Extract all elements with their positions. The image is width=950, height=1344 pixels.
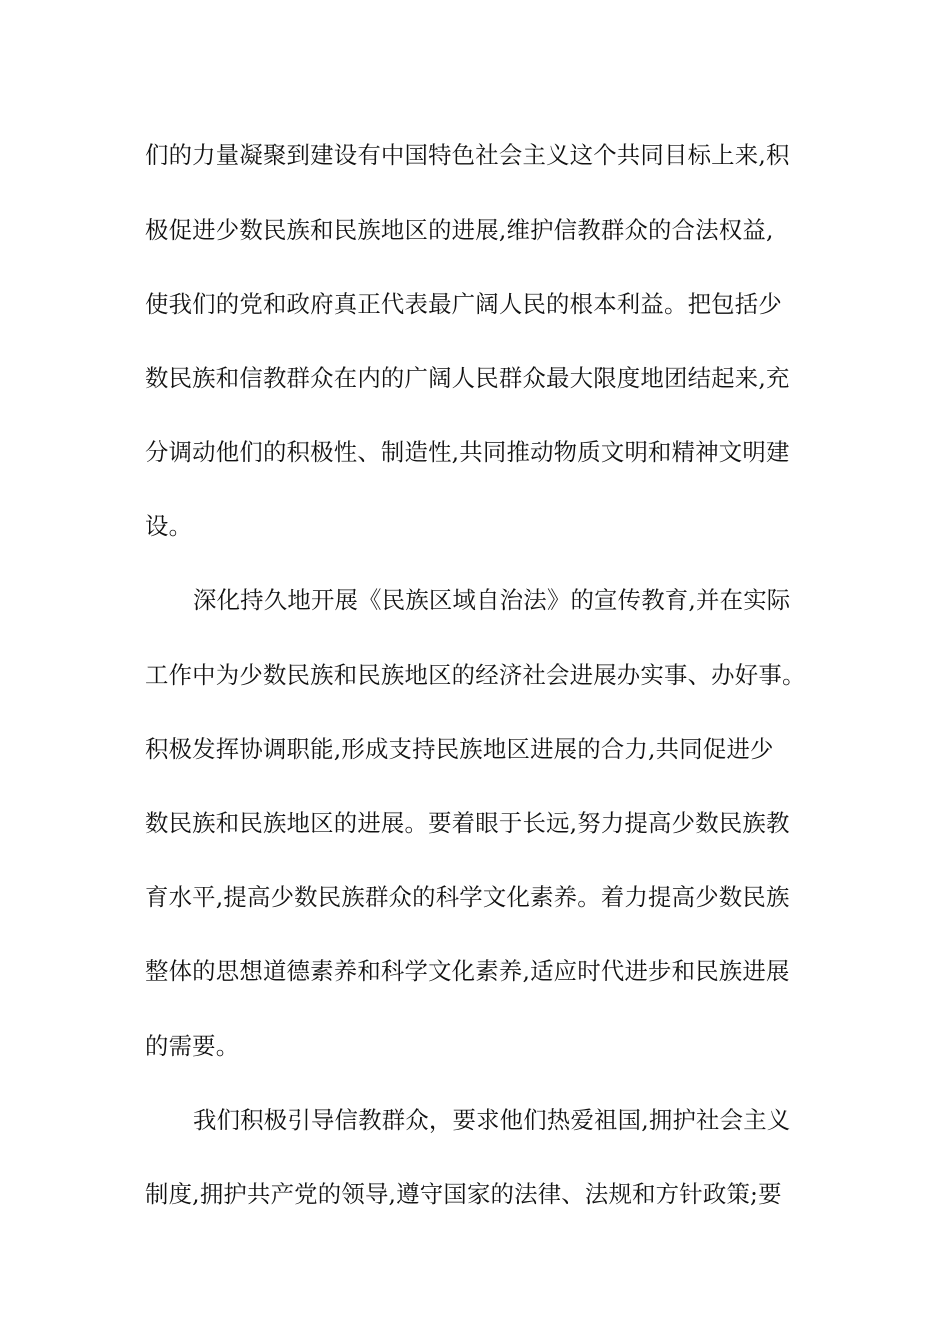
text-line: 分调动他们的积极性、制造性,共同推动物质文明和精神文明建 bbox=[145, 438, 790, 466]
text-line: 育水平,提高少数民族群众的科学文化素养。着力提高少数民族 bbox=[145, 883, 790, 911]
text-line: 极促进少数民族和民族地区的进展,维护信教群众的合法权益, bbox=[145, 216, 774, 244]
paragraph-first-line: 深化持久地开展《民族区域自治法》的宣传教育,并在实际 bbox=[193, 586, 791, 614]
text-line: 数民族和信教群众在内的广阔人民群众最大限度地团结起来,充 bbox=[145, 364, 790, 392]
text-line: 设。 bbox=[145, 512, 193, 540]
text-line: 的需要。 bbox=[145, 1032, 240, 1060]
text-line: 使我们的党和政府真正代表最广阔人民的根本利益。把包括少 bbox=[145, 290, 782, 318]
text-line: 制度,拥护共产党的领导,遵守国家的法律、法规和方针政策;要 bbox=[145, 1180, 782, 1208]
text-line: 数民族和民族地区的进展。要着眼于长远,努力提高少数民族教 bbox=[145, 809, 790, 837]
text-line: 积极发挥协调职能,形成支持民族地区进展的合力,共同促进少 bbox=[145, 735, 774, 763]
paragraph-first-line: 我们积极引导信教群众，要求他们热爱祖国,拥护社会主义 bbox=[193, 1106, 791, 1134]
text-line: 们的力量凝聚到建设有中国特色社会主义这个共同目标上来,积 bbox=[145, 141, 790, 169]
text-line: 整体的思想道德素养和科学文化素养,适应时代进步和民族进展 bbox=[145, 957, 790, 985]
text-line: 工作中为少数民族和民族地区的经济社会进展办实事、办好事。 bbox=[145, 661, 806, 689]
